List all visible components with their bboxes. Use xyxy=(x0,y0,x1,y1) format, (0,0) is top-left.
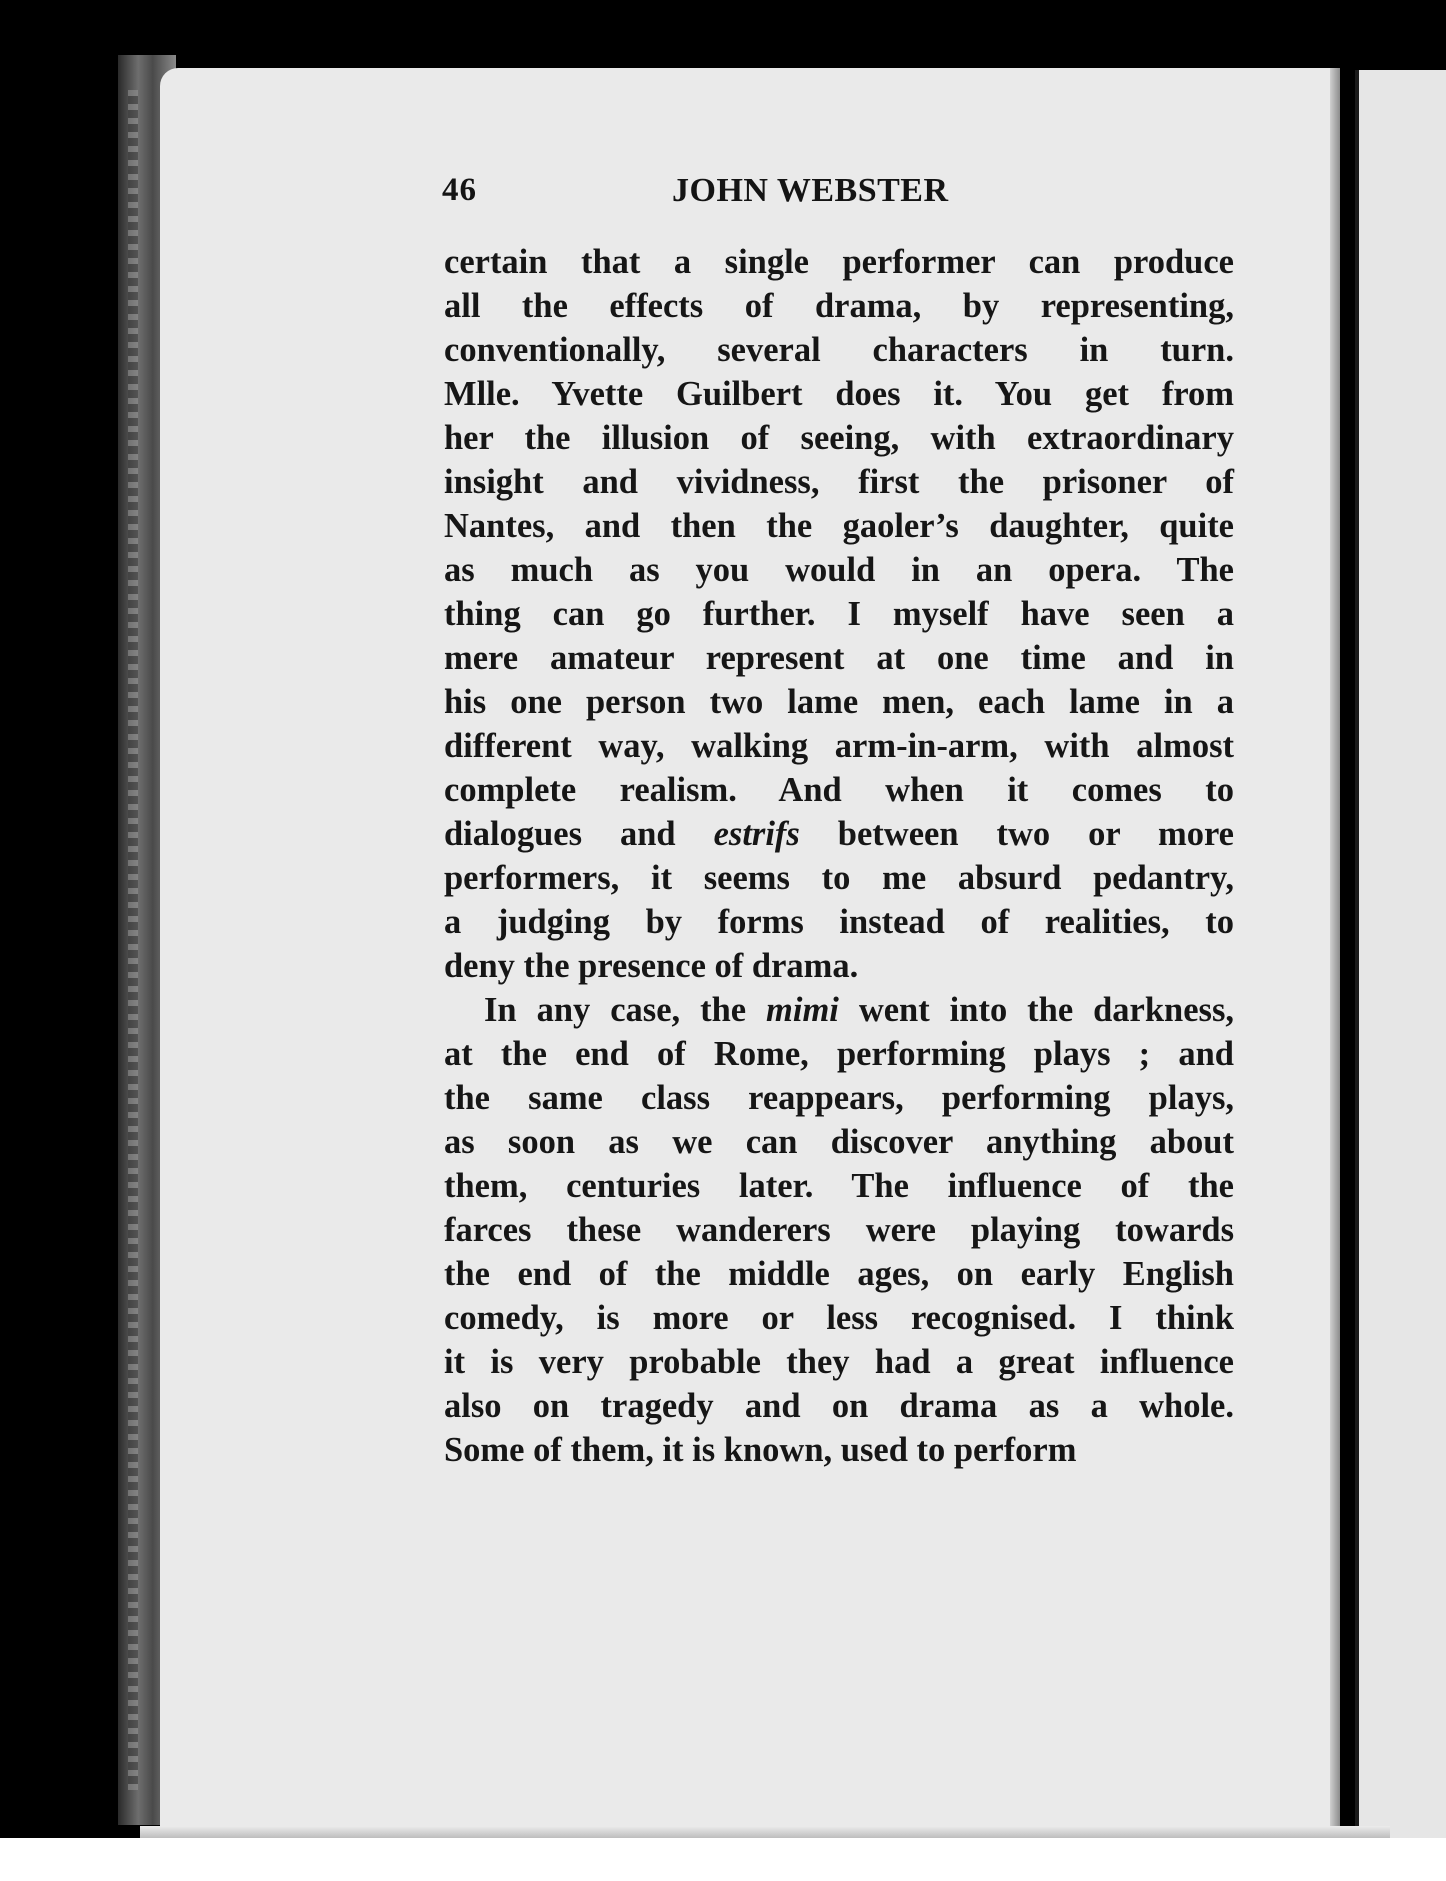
text-line: insight and vividness, first the prisoner of xyxy=(444,463,1234,501)
text-line: them, centuries later. The influence of the xyxy=(444,1167,1234,1205)
text-line: her the illusion of seeing, with extraordinary xyxy=(444,419,1234,457)
running-head: JOHN WEBSTER xyxy=(672,172,949,209)
text-line: at the end of Rome, performing plays ; and xyxy=(444,1035,1234,1073)
paragraph xyxy=(444,988,1234,1472)
paragraph xyxy=(444,240,1234,988)
page-number: 46 xyxy=(442,172,477,208)
text-line: farces these wanderers were playing towards xyxy=(444,1211,1234,1249)
facing-page-edge xyxy=(1355,70,1446,1845)
page-header xyxy=(442,172,1237,222)
text-line: conventionally, several characters in turn. xyxy=(444,331,1234,369)
text-line: different way, walking arm-in-arm, with almost xyxy=(444,727,1234,765)
text-line: In any case, the mimi went into the darkness, xyxy=(484,991,1234,1029)
page-bottom-edge xyxy=(140,1826,1390,1838)
text-line: deny the presence of drama. xyxy=(444,947,859,985)
text-line: a judging by forms instead of realities, to xyxy=(444,903,1234,941)
text-line: the end of the middle ages, on early English xyxy=(444,1255,1234,1293)
spine-texture xyxy=(128,90,138,1790)
text-line: as much as you would in an opera. The xyxy=(444,551,1234,589)
text-line: thing can go further. I myself have seen a xyxy=(444,595,1234,633)
text-line: mere amateur represent at one time and in xyxy=(444,639,1234,677)
text-line: comedy, is more or less recognised. I think xyxy=(444,1299,1234,1337)
text-line: complete realism. And when it comes to xyxy=(444,771,1234,809)
text-line: also on tragedy and on drama as a whole. xyxy=(444,1387,1234,1425)
page-gutter-shadow xyxy=(1330,68,1340,1828)
text-line: Mlle. Yvette Guilbert does it. You get from xyxy=(444,375,1234,413)
text-line: all the effects of drama, by representing, xyxy=(444,287,1234,325)
italic-word: mimi xyxy=(766,991,839,1029)
text-line: the same class reappears, performing plays, xyxy=(444,1079,1234,1117)
text-line: his one person two lame men, each lame in a xyxy=(444,683,1234,721)
text-line: Some of them, it is known, used to perform xyxy=(444,1431,1077,1469)
text-line: as soon as we can discover anything about xyxy=(444,1123,1234,1161)
body-text xyxy=(444,240,1234,1472)
text-line: performers, it seems to me absurd pedantry, xyxy=(444,859,1234,897)
italic-word: estrifs xyxy=(713,815,800,853)
text-line: it is very probable they had a great influence xyxy=(444,1343,1234,1381)
text-line: certain that a single performer can produce xyxy=(444,243,1234,281)
text-line: Nantes, and then the gaoler’s daughter, quite xyxy=(444,507,1234,545)
scanner-bed xyxy=(0,1838,1446,1881)
text-line: dialogues and estrifs between two or more xyxy=(444,815,1234,853)
